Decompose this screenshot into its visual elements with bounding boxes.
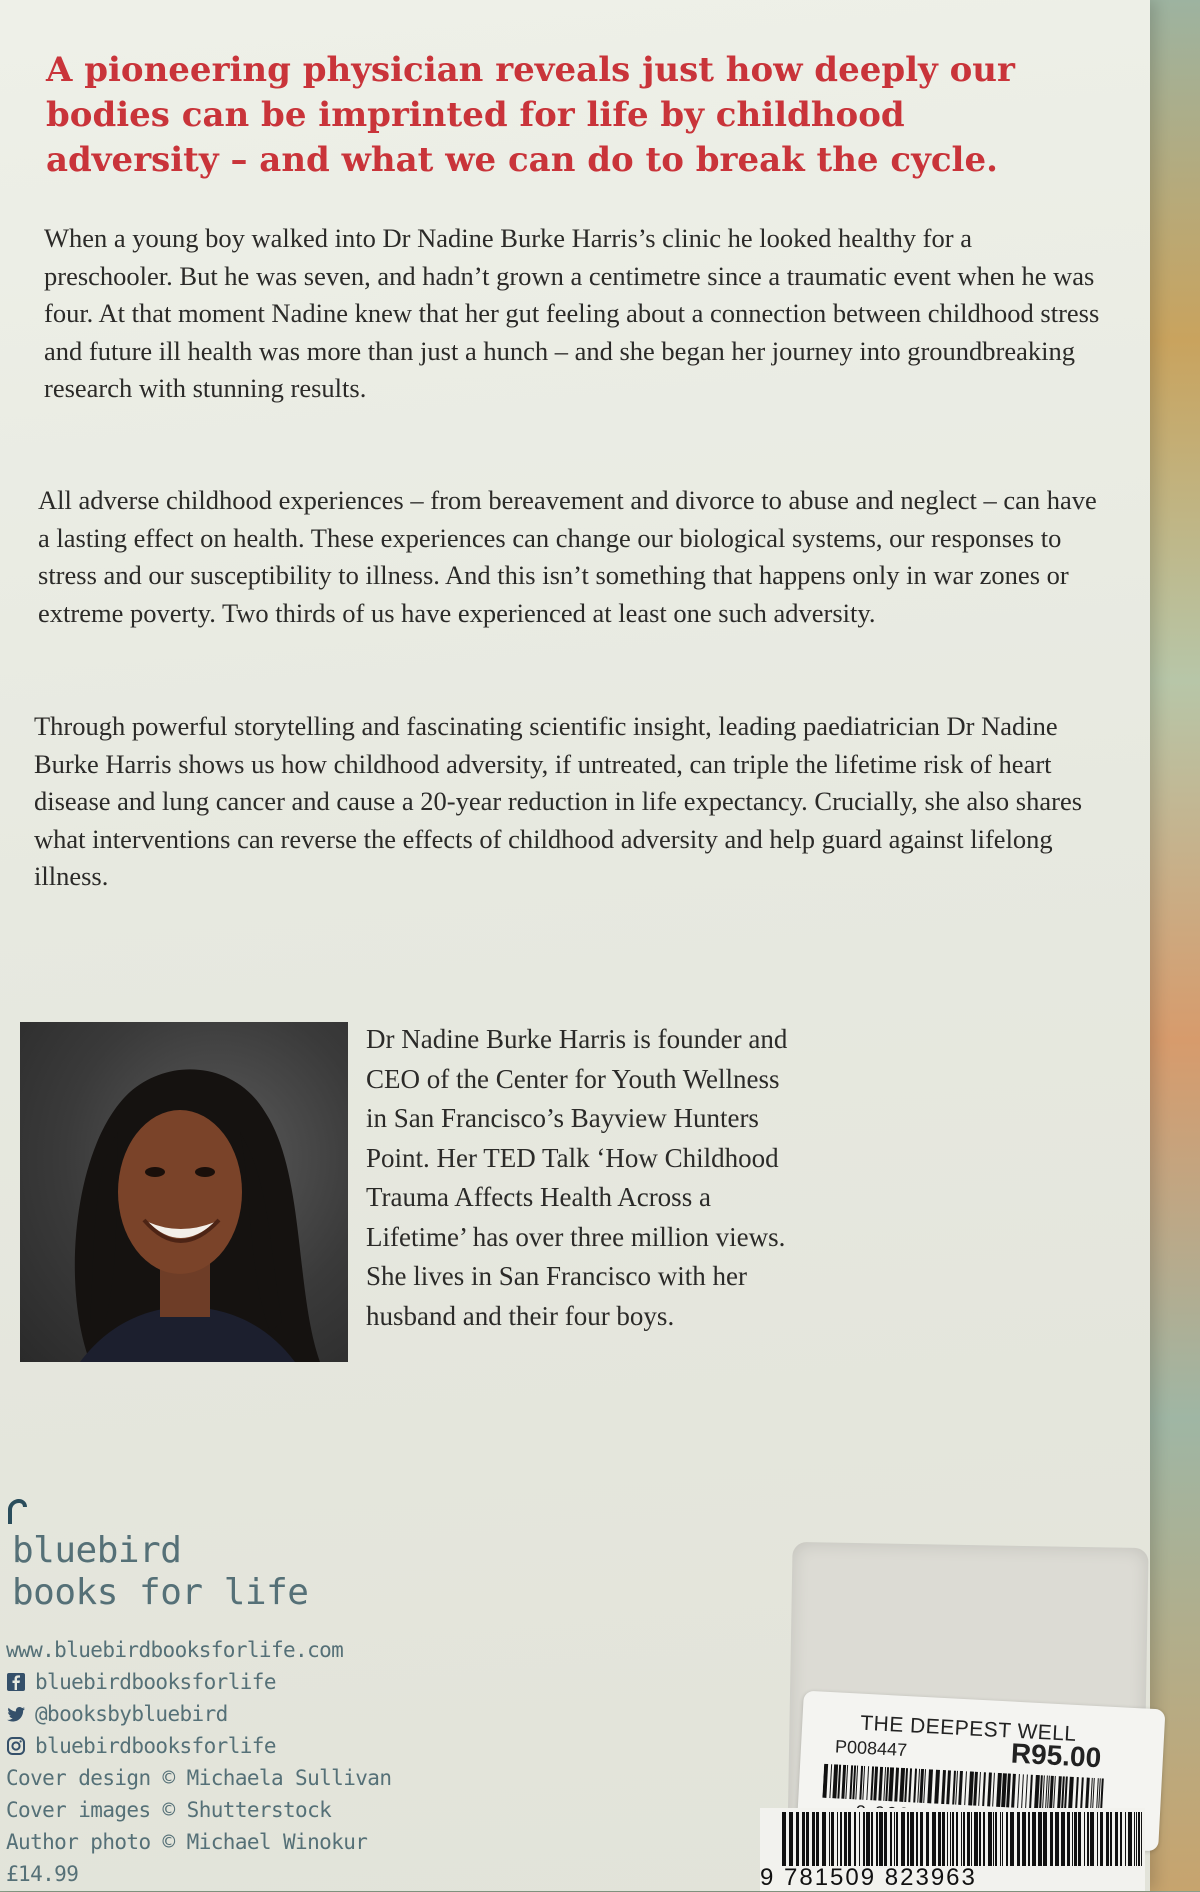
cover-images-credit: Cover images © Shutterstock [6, 1798, 332, 1822]
barcode-bar [884, 1812, 887, 1866]
barcode-bar [894, 1812, 895, 1866]
blurb-paragraph-2: All adverse childhood experiences – from bereavement and divorce to abuse and neglect – can have a lasting effect on health. These experiences can change our biological systems, our responses to stress and our susceptibility to illness. And this isn’t something that happens only in war zones or extreme poverty. Two thirds of us have experienced at least one such adversity. [38, 485, 1097, 628]
barcode-bar [1110, 1812, 1112, 1866]
barcode-bar [904, 1768, 908, 1802]
barcode-bar [982, 1772, 986, 1806]
barcode-bar [973, 1772, 978, 1806]
barcode-bar [1055, 1812, 1059, 1866]
barcode-bar [926, 1812, 929, 1866]
barcode-bar [812, 1812, 815, 1866]
sticker-title: THE DEEPEST WELL [859, 1711, 1078, 1746]
barcode-bar [992, 1773, 995, 1807]
barcode-bar [1080, 1777, 1084, 1811]
barcode-bar [885, 1767, 889, 1801]
barcode-bar [978, 1772, 981, 1806]
barcode-bar [854, 1812, 856, 1866]
barcode-bar [1106, 1812, 1109, 1866]
barcode-bar [1017, 1774, 1020, 1808]
barcode-bar [995, 1812, 997, 1866]
barcode-bar [913, 1769, 917, 1803]
facebook-link[interactable]: bluebirdbooksforlife [6, 1666, 526, 1698]
barcode-bar [1010, 1812, 1014, 1866]
barcode-bar [983, 1812, 985, 1866]
barcode-bar [1087, 1812, 1089, 1866]
barcode-bar [919, 1769, 924, 1803]
barcode-bar [1002, 1812, 1003, 1866]
barcode-bar [1085, 1778, 1090, 1812]
barcode-bar [1022, 1812, 1026, 1866]
barcode-bar [873, 1766, 878, 1800]
barcode-bar [971, 1812, 972, 1866]
barcode-bar [908, 1768, 912, 1802]
barcode-bar [859, 1766, 863, 1800]
cover-price: £14.99 [6, 1862, 79, 1886]
barcode-bar [1034, 1775, 1040, 1809]
blurb-paragraph-3: Through powerful storytelling and fascinating scientific insight, leading paediatrician Dr Nadine Burke Harris shows us how childhood adversity, if untreated, can triple the lifetime risk of heart disease and lung cancer and cause a 20-year reduction in life expectancy. Crucially, she also shares what interventions can reverse the effects of childhood adversity and help guard against lifelong illness. [34, 711, 1083, 891]
barcode-bar [829, 1764, 832, 1798]
barcode-bar [1028, 1812, 1030, 1866]
barcode-bar [1090, 1812, 1094, 1866]
barcode-bar [866, 1812, 870, 1866]
barcode-bar [901, 1812, 905, 1866]
facebook-icon [6, 1672, 26, 1692]
barcode-bar [837, 1765, 841, 1799]
barcode-bar [870, 1766, 874, 1800]
barcode-bar [987, 1772, 992, 1806]
barcode-bar [961, 1812, 962, 1866]
barcode-bar [879, 1812, 883, 1866]
barcode-bar [958, 1771, 963, 1805]
barcode-bar [1072, 1812, 1073, 1866]
blurb-paragraph-1: When a young boy walked into Dr Nadine Burke Harris’s clinic he looked healthy for a preschooler. But he was seven, and hadn’t grown a centimetre since a traumatic event when he was four. At that moment Nadine knew that her gut feeling about a connection between childhood stress and future ill health was more than just a hunch – and she began her journey into groundbreaking research with stunning results. [44, 223, 1100, 403]
barcode-bar [956, 1812, 958, 1866]
barcode-bar [1057, 1776, 1062, 1810]
barcode-bar [964, 1771, 967, 1805]
barcode-bar [859, 1812, 860, 1866]
barcode-bar [967, 1812, 970, 1866]
barcode-bar [1134, 1812, 1135, 1866]
barcode-bar [1075, 1777, 1079, 1811]
barcode-bar [796, 1812, 799, 1866]
barcode-bar [1115, 1812, 1118, 1866]
barcode-bar [871, 1812, 873, 1866]
barcode-bar [831, 1812, 834, 1866]
barcode-bar [996, 1773, 1002, 1807]
author-photo [20, 1022, 348, 1362]
barcode-bar [1084, 1812, 1085, 1866]
barcode-bar [888, 1767, 894, 1801]
barcode-bar [993, 1812, 994, 1866]
barcode-bar [866, 1766, 869, 1800]
barcode-bar [920, 1812, 923, 1866]
barcode-bar [894, 1768, 899, 1802]
barcode-bar [927, 1769, 933, 1803]
barcode-bar [822, 1812, 826, 1866]
barcode-bar [1125, 1812, 1126, 1866]
isbn-bars [782, 1812, 1142, 1866]
author-photo-credit: Author photo © Michael Winokur [6, 1830, 368, 1854]
barcode-bar [896, 1812, 898, 1866]
author-bio: Dr Nadine Burke Harris is founder and CEO of the Center for Youth Wellness in San Francisco’s Bayview Hunters Point. Her TED Talk ‘How Childhood Trauma Affects Health Across a Lifetime’ has over three million views. She lives in San Francisco with her husband and their four boys. [366, 1024, 788, 1331]
barcode-bar [950, 1812, 951, 1866]
barcode-bar [1068, 1777, 1074, 1811]
barcode-bar [1011, 1774, 1016, 1808]
barcode-bar [832, 1764, 838, 1798]
barcode-bar [1039, 1775, 1043, 1809]
barcode-bar [1120, 1812, 1122, 1866]
barcode-bar [1006, 1812, 1008, 1866]
barcode-bar [932, 1812, 936, 1866]
barcode-bar [947, 1812, 948, 1866]
barcode-bar [1000, 1812, 1001, 1866]
barcode-bar [1061, 1812, 1065, 1866]
twitter-link[interactable]: @booksbybluebird [6, 1698, 526, 1730]
barcode-bar [1128, 1812, 1132, 1866]
publisher-brand [12, 1530, 308, 1614]
barcode-bar [899, 1768, 905, 1802]
barcode-bar [988, 1812, 992, 1866]
barcode-bar [852, 1765, 856, 1799]
barcode-bar [1017, 1812, 1020, 1866]
barcode-bar [910, 1812, 914, 1866]
barcode-bar [1141, 1812, 1142, 1866]
barcode-bar [941, 1770, 946, 1804]
barcode-bar [837, 1812, 838, 1866]
isbn-digits: 9 781509 823963 [760, 1864, 977, 1891]
barcode-bar [1021, 1774, 1024, 1808]
barcode-bar [863, 1812, 865, 1866]
barcode-bar [1138, 1812, 1140, 1866]
barcode-bar [890, 1812, 892, 1866]
barcode-bar [876, 1812, 878, 1866]
barcode-bar [840, 1812, 842, 1866]
barcode-bar [916, 1812, 918, 1866]
barcode-bar [968, 1771, 974, 1805]
barcode-bar [1100, 1812, 1103, 1866]
barcode-bar [907, 1812, 909, 1866]
barcode-bar [963, 1812, 965, 1866]
barcode-bar [934, 1770, 940, 1804]
barcode-bar [844, 1812, 847, 1866]
barcode-bar [1050, 1812, 1053, 1866]
tagline: A pioneering physician reveals just how deeply our bodies can be imprinted for life by childhood adversity – and what we can do to break the cycle. [46, 50, 1015, 180]
barcode-bar [841, 1765, 846, 1799]
barcode-bar [952, 1771, 956, 1805]
barcode-bar [1025, 1774, 1028, 1808]
barcode-bar [1032, 1812, 1036, 1866]
barcode-bar [1097, 1812, 1098, 1866]
barcode-bar [979, 1812, 981, 1866]
website-link[interactable]: www.bluebirdbooksforlife.com [6, 1638, 344, 1662]
barcode-bar [878, 1767, 883, 1801]
barcode-bar [1078, 1812, 1081, 1866]
barcode-bar [938, 1812, 941, 1866]
barcode-bar [789, 1812, 793, 1866]
isbn-barcode [760, 1808, 1145, 1891]
bluebird-logo-icon [6, 1498, 28, 1524]
publisher-credits [6, 1634, 526, 1890]
barcode-bar [946, 1770, 951, 1804]
barcode-bar [1064, 1776, 1068, 1810]
instagram-link[interactable]: bluebirdbooksforlife [6, 1730, 526, 1762]
publisher-name: bluebird [12, 1530, 182, 1571]
cover-design-credit: Cover design © Michaela Sullivan [6, 1766, 392, 1790]
barcode-bar [1006, 1773, 1011, 1807]
barcode-bar [816, 1812, 819, 1866]
barcode-bar [1043, 1812, 1047, 1866]
barcode-bar [782, 1812, 786, 1866]
barcode-bar [1001, 1773, 1007, 1807]
barcode-bar [822, 1764, 828, 1798]
barcode-bar [806, 1812, 809, 1866]
barcode-bar [802, 1812, 805, 1866]
sticker-price: R95.00 [1010, 1737, 1102, 1774]
barcode-bar [1074, 1812, 1077, 1866]
barcode-bar [952, 1812, 954, 1866]
barcode-bar [1029, 1775, 1033, 1809]
barcode-bar [829, 1812, 830, 1866]
barcode-bar [1136, 1812, 1137, 1866]
barcode-bar [1061, 1776, 1065, 1810]
sticker-code: P008447 [834, 1736, 908, 1761]
barcode-bar [942, 1812, 945, 1866]
barcode-bar [1049, 1776, 1054, 1810]
barcode-bar [1038, 1812, 1042, 1866]
barcode-bar [1067, 1812, 1070, 1866]
instagram-icon [6, 1736, 26, 1756]
barcode-bar [974, 1812, 978, 1866]
barcode-bar [849, 1765, 853, 1799]
twitter-icon [6, 1704, 26, 1724]
barcode-bar [848, 1812, 851, 1866]
publisher-tagline: books for life [12, 1572, 309, 1613]
